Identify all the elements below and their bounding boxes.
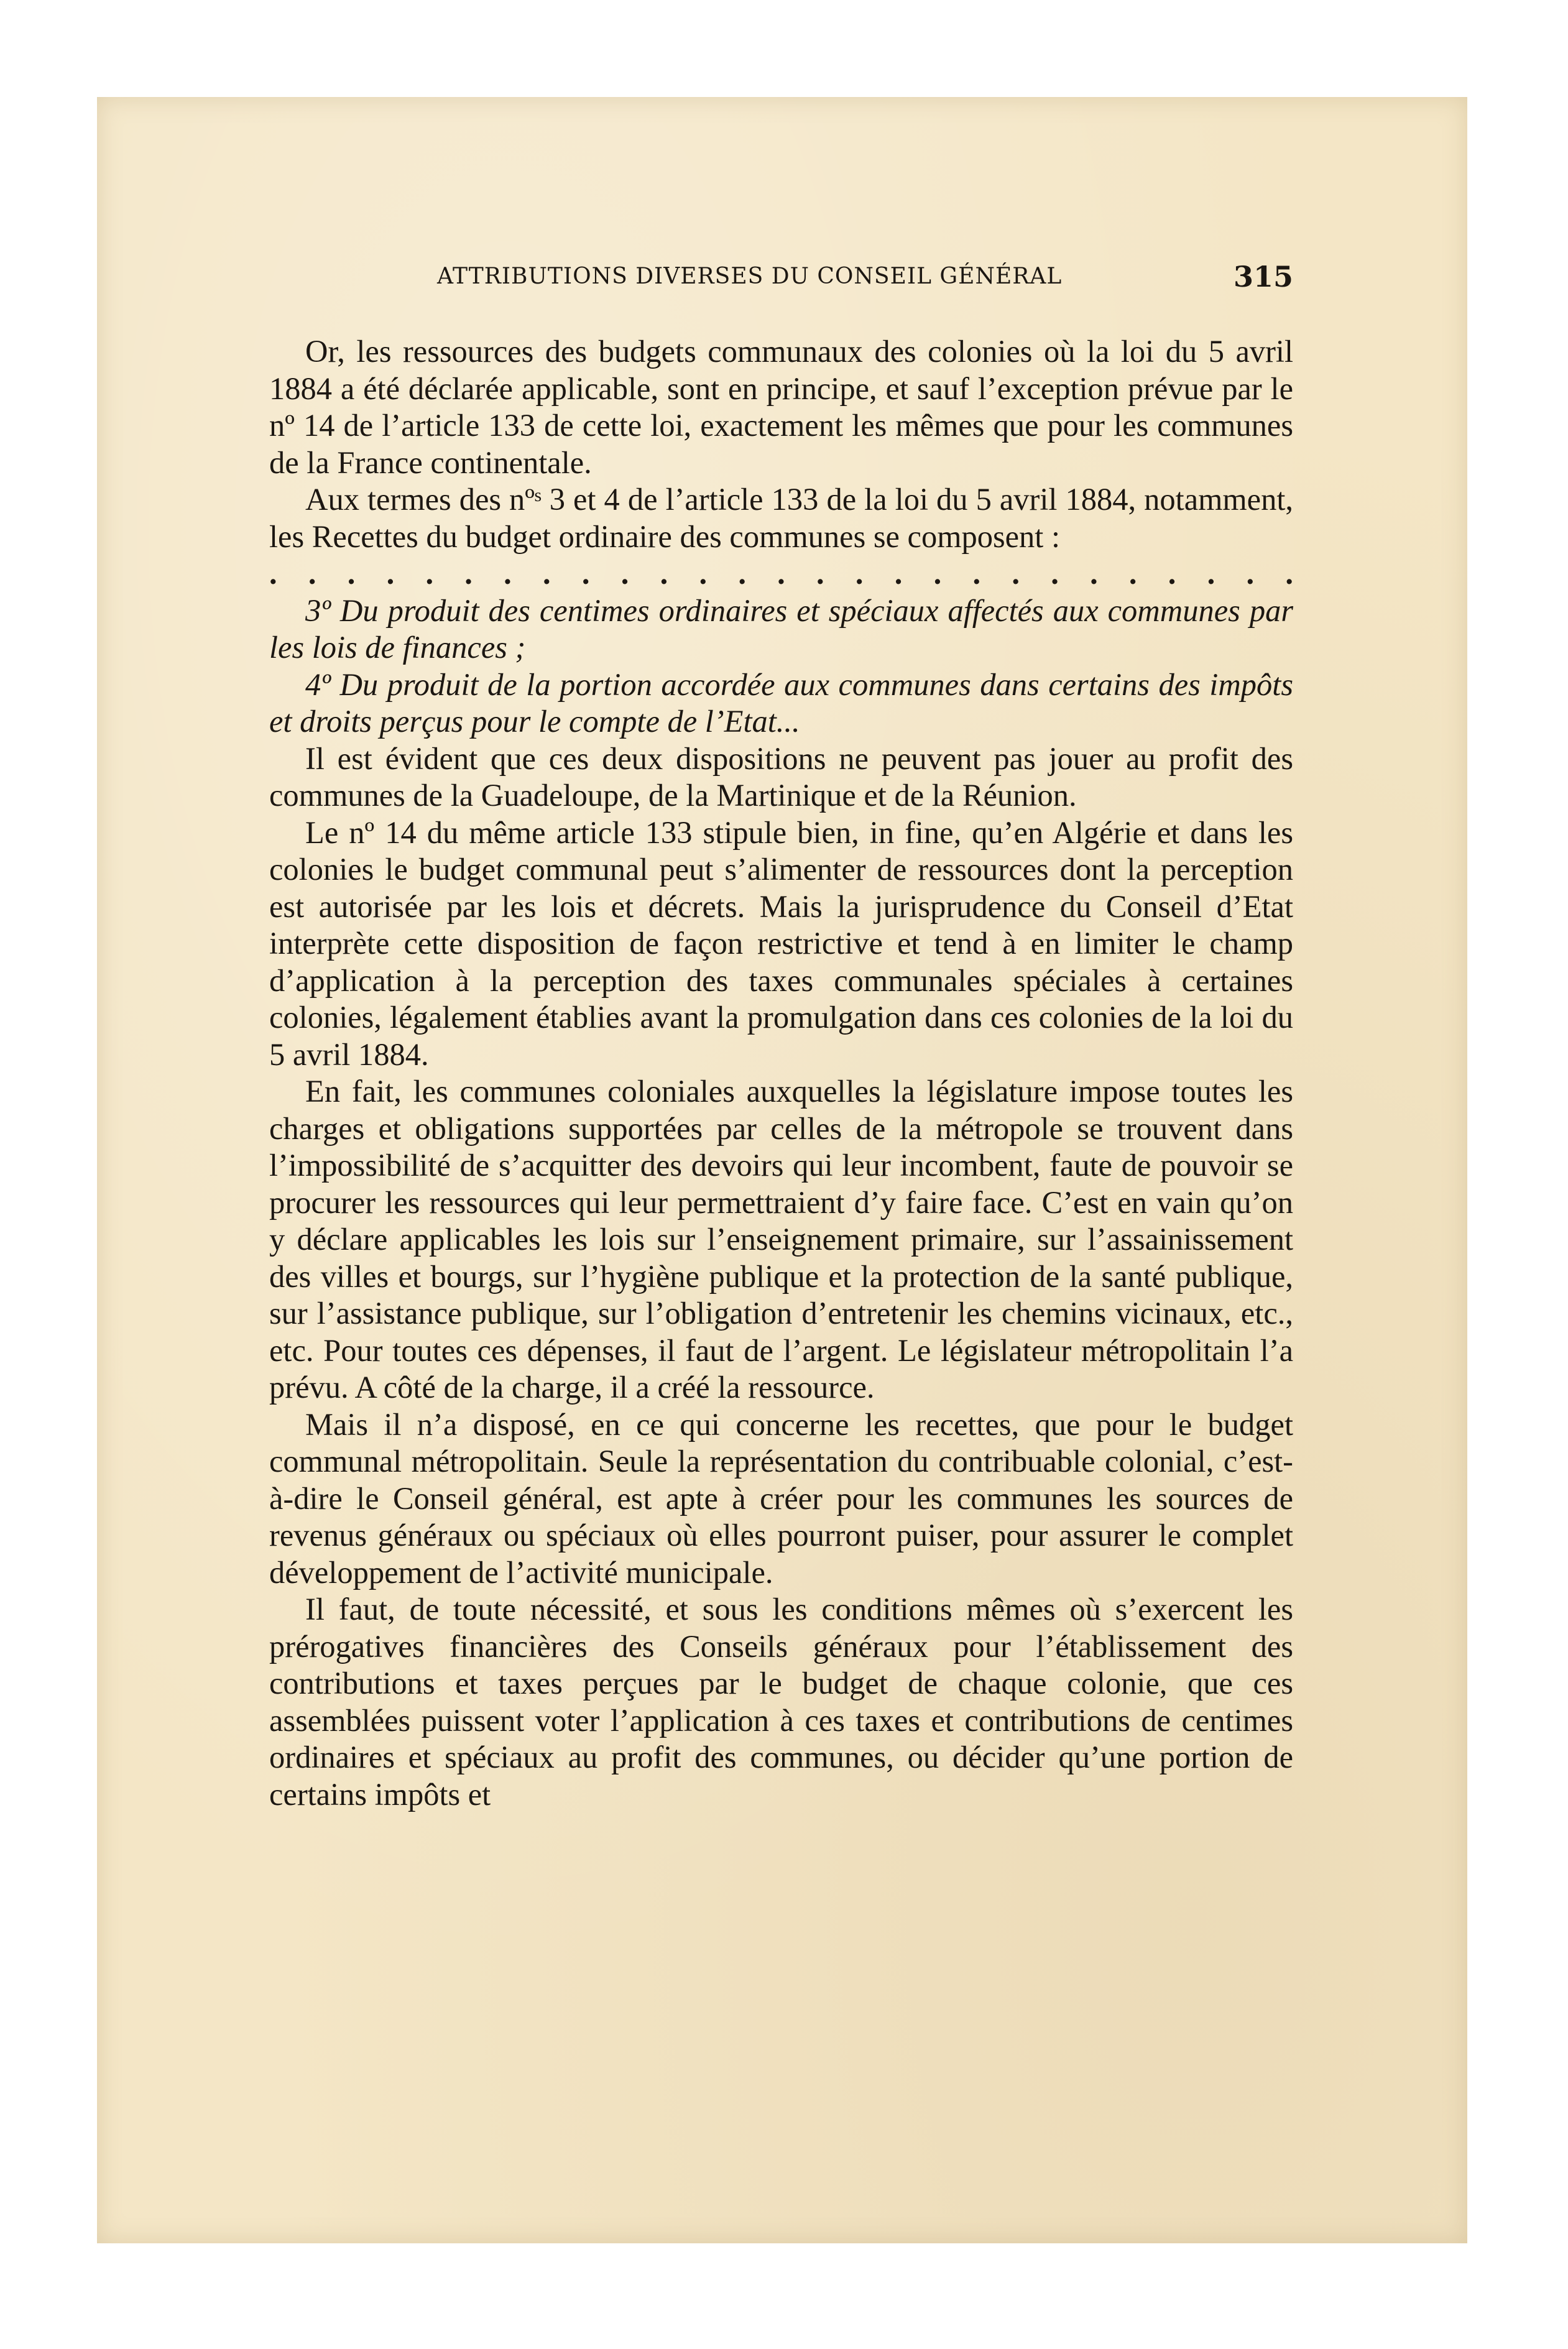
paragraph: Il est évident que ces deux dispositions ne peuvent pas jouer au profit des communes de la Guadeloupe, de la Martinique et de la Réunion.	[269, 741, 1293, 813]
page-number: 315	[1233, 260, 1293, 293]
running-header	[269, 260, 1293, 297]
paragraph: En fait, les communes coloniales auxquelles la législature impose toutes les charges et obligations supportées par celles de la métropole se trouvent dans l’impossibilité de s’acquitter des devoirs qui leur incombent, faute de pouvoir se procurer les ressources qui leur permettraient d’y faire face. C’est en vain qu’on y déclare applicables les lois sur l’enseignement primaire, sur l’assainissement des villes et bourgs, sur l’hygiène publique et la protection de la santé publique, sur l’assistance publique, sur l’obligation d’entretenir les chemins vicinaux, etc., etc. Pour toutes ces dépenses, il faut de l’argent. Le législateur métropolitain l’a prévu. A côté de la charge, il a créé la ressource.	[269, 1074, 1293, 1405]
cited-paragraph: 4º Du produit de la portion accordée aux communes dans certains des impôts et droits perçus pour le compte de l’Etat...	[269, 667, 1293, 739]
paragraph: Aux termes des nºˢ 3 et 4 de l’article 133 de la loi du 5 avril 1884, notamment, les Recettes du budget ordinaire des communes se composent :	[269, 482, 1293, 554]
paragraph: Il faut, de toute nécessité, et sous les conditions mêmes où s’exercent les prérogatives financières des Conseils généraux pour l’établissement des contributions et taxes perçues par le budget de chaque colonie, que ces assemblées puissent voter l’application à ces taxes et contributions de centimes ordinaires et spéciaux au profit des communes, ou décider qu’une portion de certains impôts et	[269, 1592, 1293, 1812]
cited-paragraph: 3º Du produit des centimes ordinaires et spéciaux affectés aux communes par les lois de finances ;	[269, 593, 1293, 665]
paragraph: Mais il n’a disposé, en ce qui concerne les recettes, que pour le budget communal métropolitain. Seule la représentation du contribuable colonial, c’est-à-dire le Conseil général, est apte à créer pour les communes les sources de revenus généraux ou spéciaux où elles pourront puiser, pour assurer le complet développement de l’activité municipale.	[269, 1406, 1293, 1590]
paragraph: Le nº 14 du même article 133 stipule bien, in fine, qu’en Algérie et dans les colonies le budget communal peut s’alimenter de ressources dont la perception est autorisée par les lois et décrets. Mais la jurisprudence du Conseil d’Etat interprète cette disposition de façon restrictive et tend à en limiter le champ d’application à la perception des taxes communales spéciales à certaines colonies, légalement établies avant la promulgation dans ces colonies de la loi du 5 avril 1884.	[269, 815, 1293, 1072]
body-text	[269, 333, 1293, 1813]
paragraph: Or, les ressources des budgets communaux des colonies où la loi du 5 avril 1884 a été déclarée applicable, sont en principe, et sauf l’exception prévue par le nº 14 de l’article 133 de cette loi, exactement les mêmes que pour les communes de la France continentale.	[269, 334, 1293, 480]
ellipsis-line: . . . . . . . . . . . . . . . . . . . . . . . . . . .	[269, 556, 1293, 591]
running-title: ATTRIBUTIONS DIVERSES DU CONSEIL GÉNÉRAL	[437, 264, 1063, 289]
